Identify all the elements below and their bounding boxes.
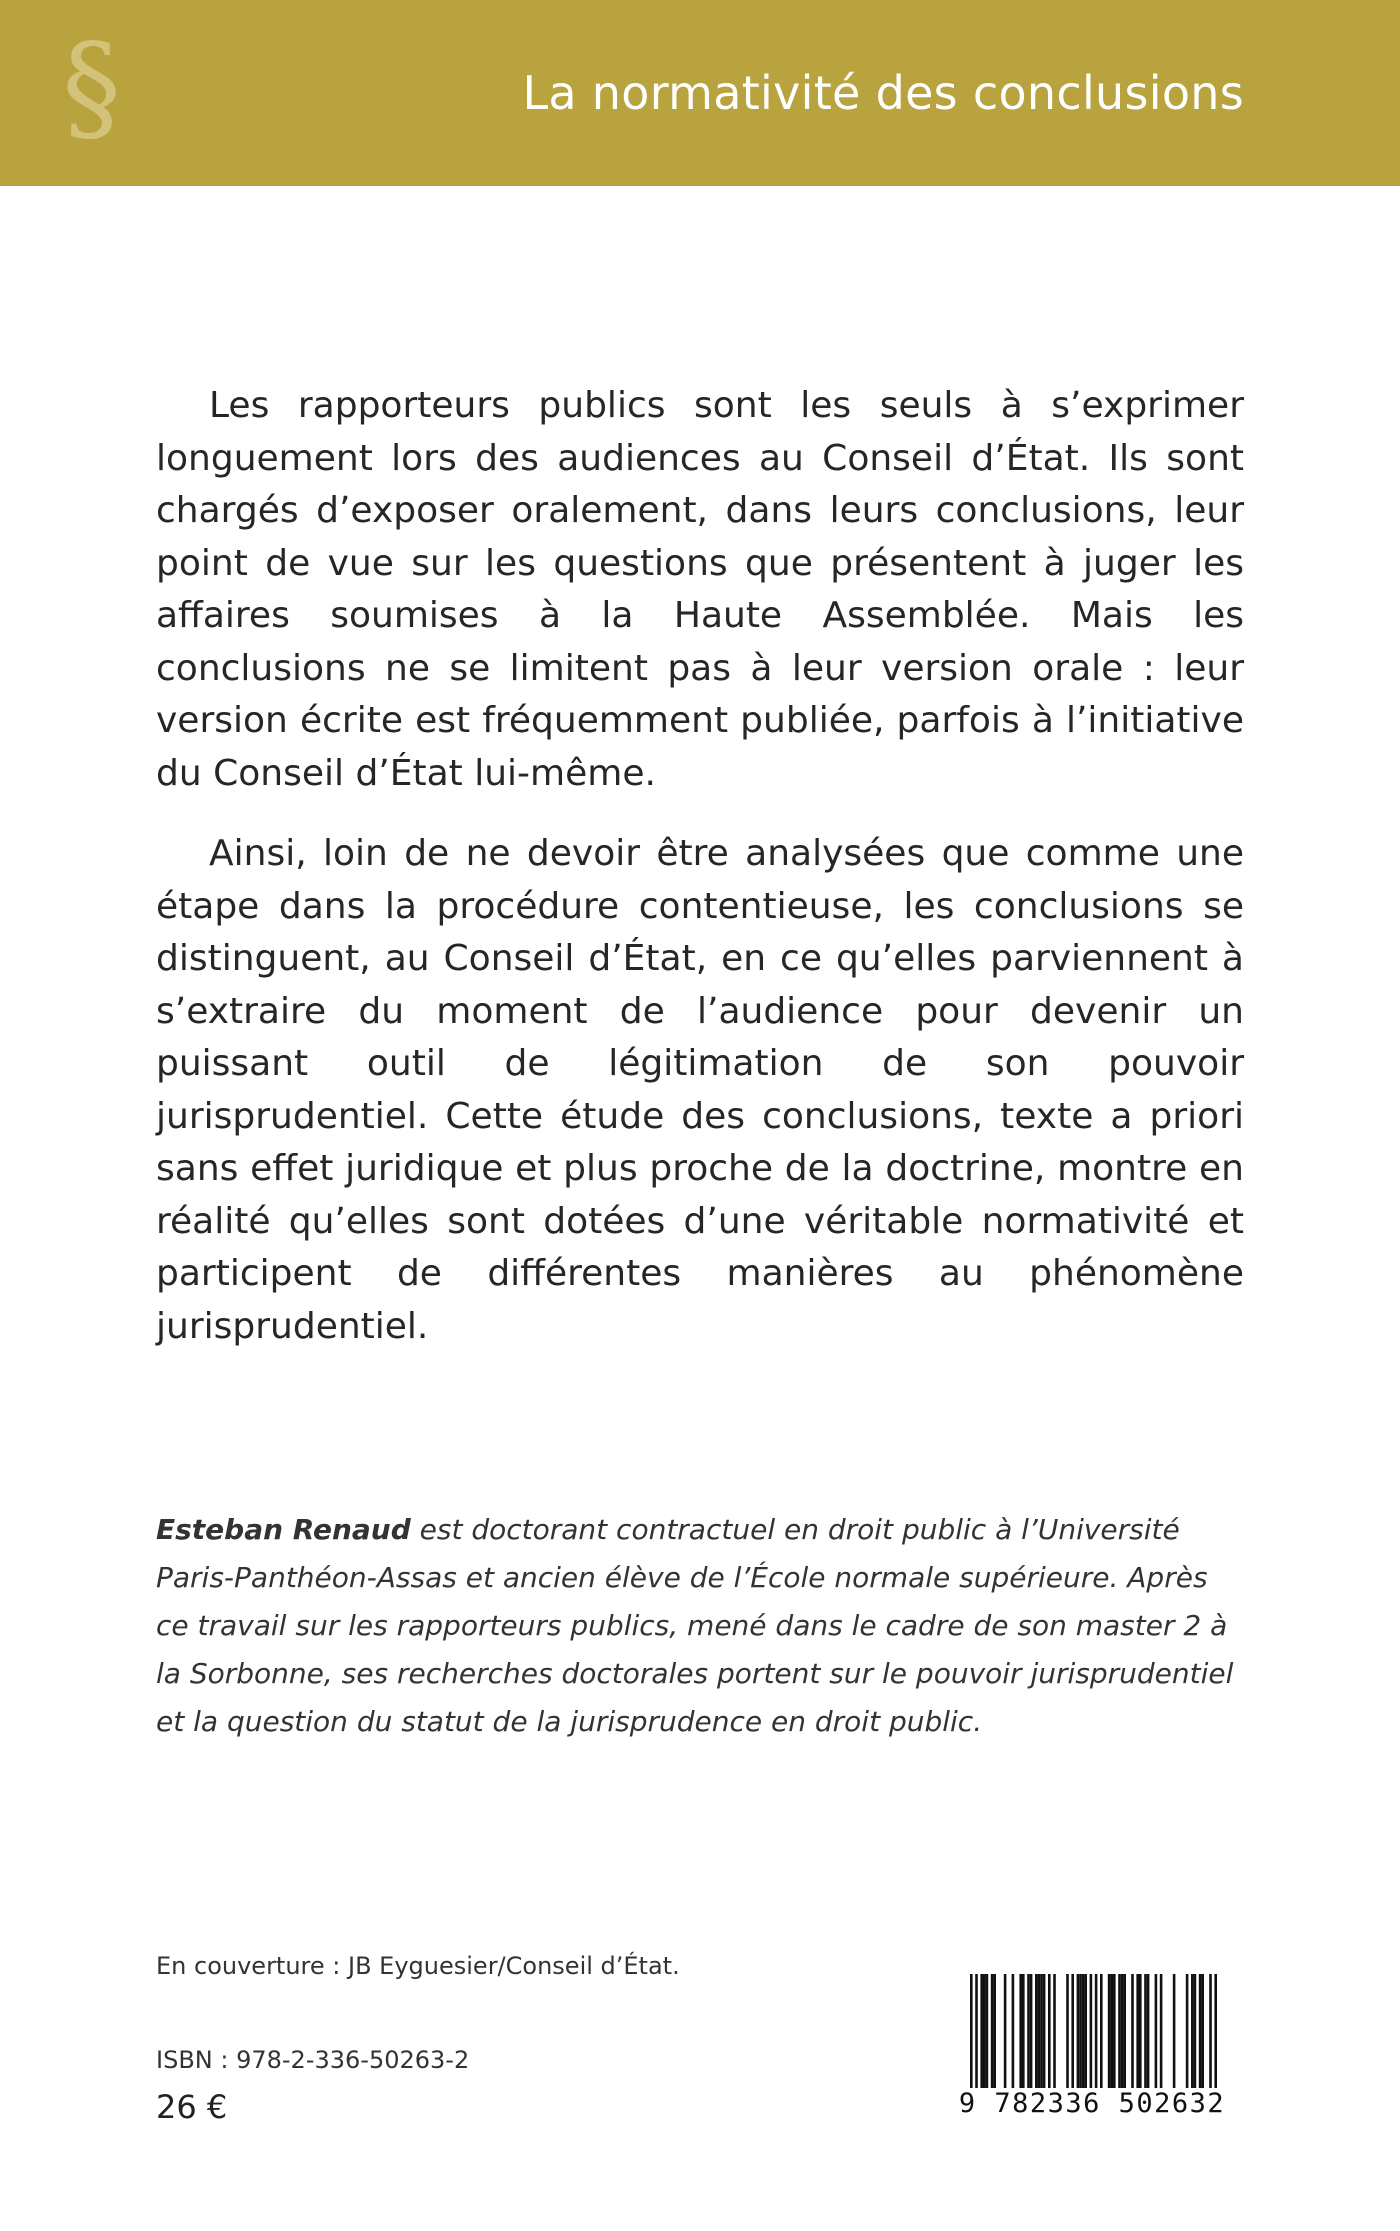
barcode-bar: [1131, 1974, 1134, 2088]
author-name: Esteban Renaud: [156, 1513, 411, 1546]
barcode-bar: [1100, 1974, 1103, 2088]
barcode-bar: [1121, 1974, 1124, 2088]
barcode-bar: [1084, 1974, 1087, 2088]
barcode-bar: [983, 1974, 986, 2088]
barcode-bar: [1053, 1974, 1056, 2088]
barcode-bar: [1147, 1974, 1150, 2088]
barcode-bar: [1038, 1974, 1041, 2088]
summary-paragraph-2: Ainsi, loin de ne devoir être analysées que comme une étape dans la procédure contentieuse, les conclusions se distinguent, au Conseil d’État, en ce qu’elles parviennent à s’extraire du moment de l’audience pour devenir un puissant outil de légitimation de son pouvoir jurisprudentiel. Cette étude des conclusions, texte a priori sans effet juridique et plus proche de la doctrine, montre en réalité qu’elles sont dotées d’une véritable normativité et participent de différentes manières au phénomène jurisprudentiel.: [156, 833, 1244, 1347]
series-title: La normativité des conclusions: [522, 66, 1244, 120]
barcode-bar: [1090, 1974, 1093, 2102]
barcode-bar: [1012, 1974, 1015, 2088]
summary-paragraph-1: Les rapporteurs publics sont les seuls à s’exprimer longuement lors des audiences au Conseil d’État. Ils sont chargés d’exposer oralement, dans leurs conclusions, leur point de vue sur les questions que présentent à juger les affaires soumises à la Haute Assemblée. Mais les conclusions ne se limitent pas à leur version orale : leur version écrite est fréquemment publiée, parfois à l’initiative du Conseil d’État lui-même.: [156, 385, 1244, 794]
barcode-bar: [993, 1974, 996, 2088]
barcode-bar: [1191, 1974, 1194, 2088]
barcode-bar: [1048, 1974, 1051, 2088]
barcode-bar: [1040, 1974, 1043, 2088]
barcode-bar: [1030, 1974, 1033, 2088]
barcode-bar: [1082, 1974, 1085, 2088]
barcode-bar: [1022, 1974, 1025, 2088]
barcode-bar: [975, 1974, 978, 2102]
barcode-bar: [1019, 1974, 1022, 2088]
barcode-bar: [1108, 1974, 1111, 2088]
barcode-bar: [1199, 1974, 1202, 2088]
barcode-bar: [1186, 1974, 1189, 2088]
barcode-bar: [1201, 1974, 1204, 2088]
barcode-bar: [1079, 1974, 1082, 2088]
book-summary: [156, 380, 1244, 1381]
author-bio: [156, 1506, 1244, 1746]
barcode-bar: [1160, 1974, 1163, 2088]
barcode-bar: [1214, 1974, 1217, 2102]
barcode-bar: [1155, 1974, 1158, 2088]
barcode-bar: [986, 1974, 989, 2088]
cover-credit: En couverture : JB Eyguesier/Conseil d’État.: [156, 1952, 680, 1980]
barcode-bar: [1123, 1974, 1126, 2088]
barcode-bar: [1139, 1974, 1142, 2088]
barcode-bar: [970, 1974, 973, 2102]
price: 26 €: [156, 2088, 228, 2126]
section-symbol-icon: §: [62, 18, 121, 156]
barcode-bar: [980, 1974, 983, 2088]
barcode-bar: [1173, 1974, 1176, 2088]
barcode-bar: [991, 1974, 994, 2088]
barcode-bar: [1136, 1974, 1139, 2088]
barcode-bar: [1071, 1974, 1074, 2088]
isbn: ISBN : 978-2-336-50263-2: [156, 2046, 470, 2074]
barcode-bar: [1209, 1974, 1212, 2102]
barcode-bar: [1144, 1974, 1147, 2088]
barcode-bar: [1118, 1974, 1121, 2088]
barcode-number: 9 782336 502632: [952, 2088, 1232, 2119]
barcode-bar: [1066, 1974, 1069, 2088]
barcode-bar: [1043, 1974, 1046, 2088]
barcode-bar: [1035, 1974, 1038, 2088]
barcode-bar: [1027, 1974, 1030, 2088]
barcode-bar: [1194, 1974, 1197, 2088]
header-band: [0, 0, 1400, 186]
barcode-bar: [1113, 1974, 1116, 2088]
barcode-bar: [1110, 1974, 1113, 2088]
author-bio-text: est doctorant contractuel en droit public à l’Université Paris-Panthéon-Assas et ancien élève de l’École normale supérieure. Après ce travail sur les rapporteurs publics, mené dans le cadre de son master 2 à la Sorbonne, ses recherches doctorales portent sur le pouvoir jurisprudentiel et la question du statut de la jurisprudence en droit public.: [156, 1513, 1234, 1738]
barcode: [952, 1970, 1232, 2122]
barcode-bar: [1077, 1974, 1080, 2088]
barcode-bar: [1095, 1974, 1098, 2102]
barcode-bar: [1004, 1974, 1007, 2088]
